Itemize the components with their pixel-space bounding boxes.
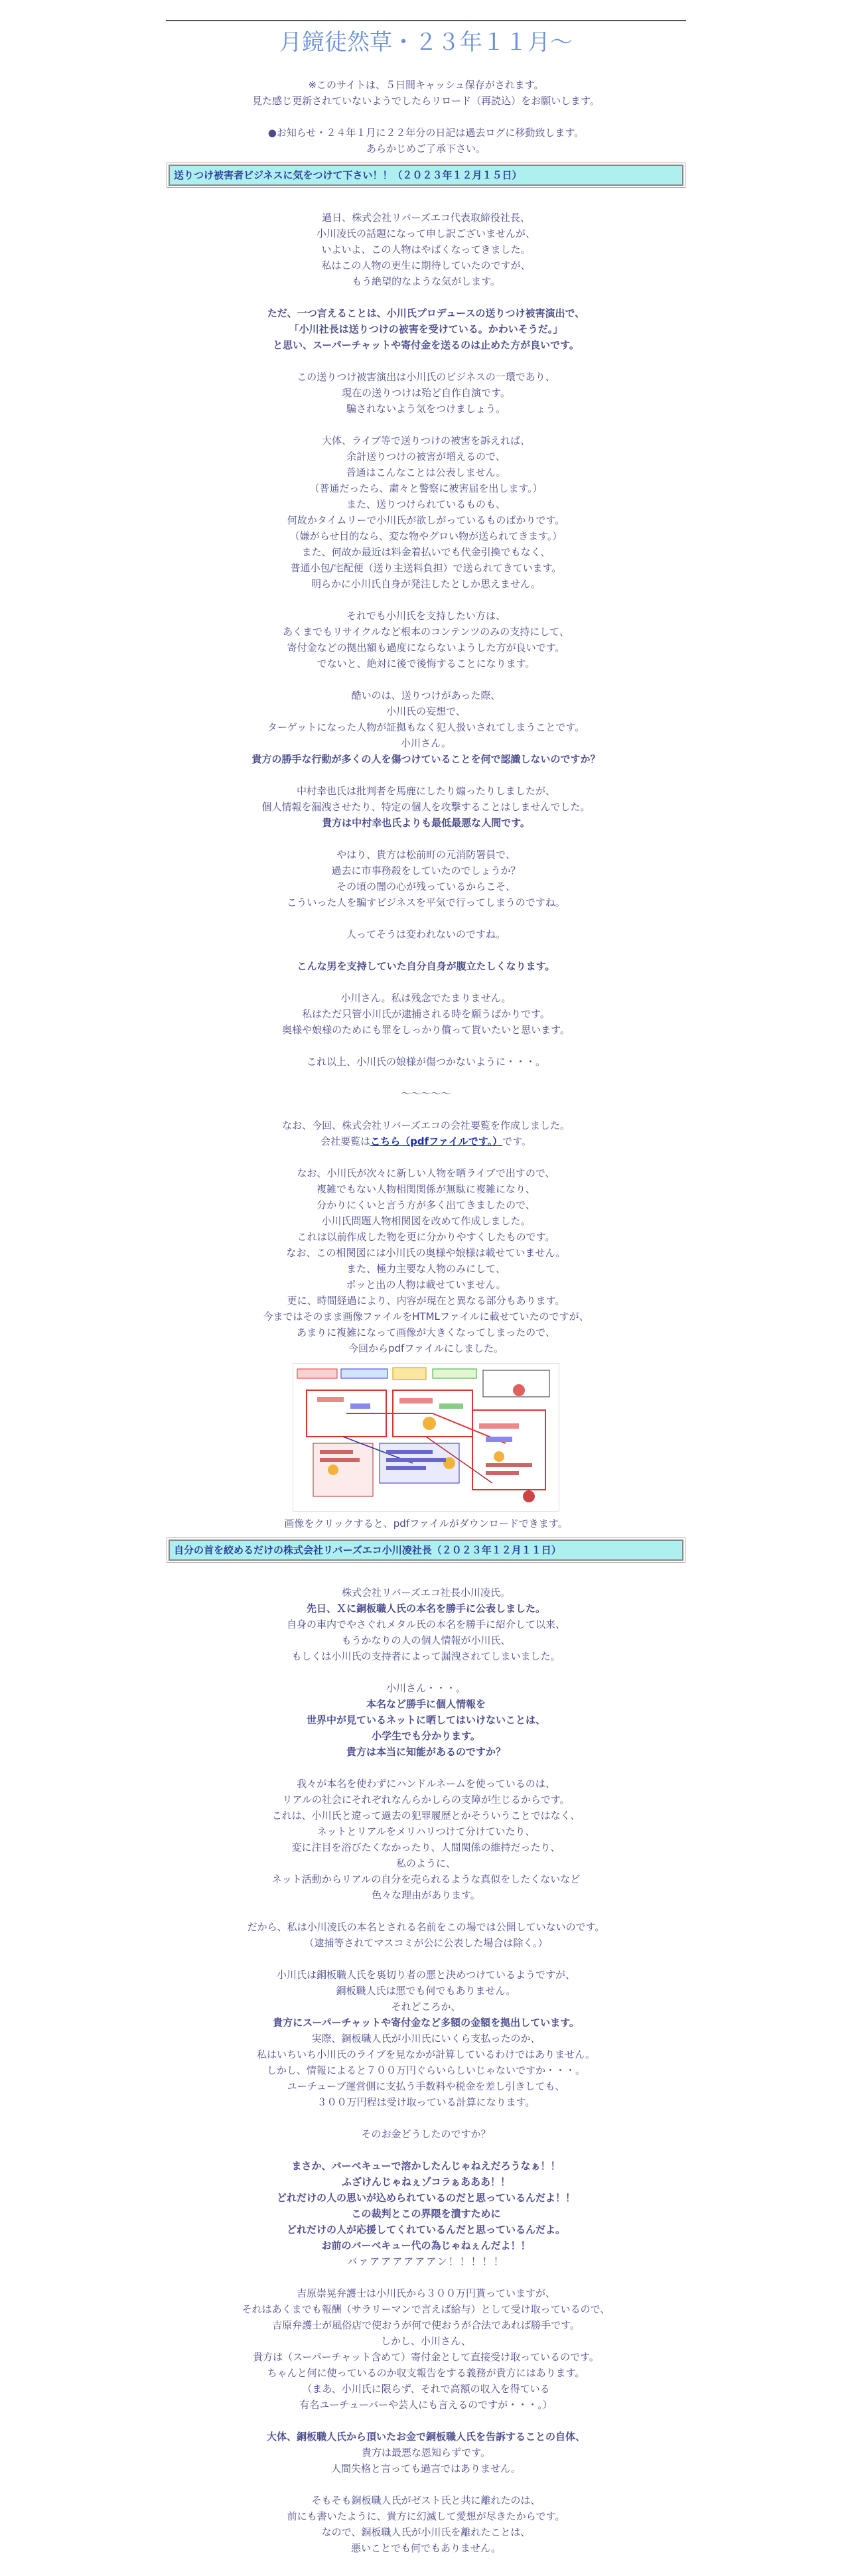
text-line <box>166 305 686 321</box>
blank-line <box>166 942 686 958</box>
text-line <box>166 385 686 401</box>
line-text: 小川氏の妄想で、 <box>386 705 466 717</box>
line-text: 私はこの人物の更生に期待していたのですが、 <box>321 259 531 271</box>
line-text: 騙されないよう気をつけましょう。 <box>346 403 506 415</box>
line-text: 吉原弁護士が風俗店で使おうが何で使おうが合法であれば勝手です。 <box>272 2319 580 2331</box>
line-text: 有名ユーチューバーや芸人にも言えるのですが・・・。） <box>299 2399 553 2411</box>
text-line <box>166 2429 686 2445</box>
line-text: 普通はこんなことは公表しません。 <box>346 466 506 478</box>
line-text: 貴方は本当に知能があるのですか？ <box>346 1746 506 1758</box>
line-text: 本名など勝手に個人情報を <box>366 1698 486 1710</box>
line-text: ネットとリアルをメリハリつけて分けていたり、 <box>317 1825 535 1837</box>
text-line <box>166 2158 686 2174</box>
text-line <box>166 2540 686 2556</box>
text-line <box>166 1585 686 1601</box>
text-line <box>166 1919 686 1935</box>
text-line <box>166 624 686 640</box>
line-text: これは以前作成した物を更に分かりやすくしたものです。 <box>297 1231 555 1243</box>
text-line <box>166 544 686 560</box>
text-line <box>166 1839 686 1855</box>
line-text: もう絶望的なような気がします。 <box>352 275 500 287</box>
page-title: 月鏡徒然草・２３年１１月〜 <box>279 29 573 56</box>
blank-line <box>166 2142 686 2158</box>
text-line <box>166 2206 686 2222</box>
text-line <box>166 1245 686 1261</box>
text-line <box>166 1776 686 1792</box>
text-line <box>166 2365 686 2381</box>
text-line <box>166 2238 686 2254</box>
text-line <box>166 1006 686 1022</box>
line-text: ネット活動からリアルの自分を売られるような真似をしたくないなど <box>271 1873 581 1885</box>
line-text: 小川凌氏の話題になって申し訳ございませんが、 <box>316 228 535 240</box>
line-text: 私はいちいち小川氏のライブを見なかが計算しているわけではありません。 <box>256 2048 595 2060</box>
text-line <box>166 847 686 863</box>
line-text: いよいよ、この人物はやばくなってきました。 <box>321 244 531 255</box>
line-text: また、何故か最近は料金着払いでも代金引換でもなく、 <box>301 546 551 558</box>
pdf-link[interactable]: こちら（pdfファイルです。） <box>370 1135 503 1147</box>
blank-line <box>166 672 686 687</box>
blank-line <box>166 417 686 433</box>
text-line <box>166 894 686 910</box>
text-line <box>166 2285 686 2301</box>
section-body-2 <box>166 1569 686 2556</box>
line-text: 小川さん・・・。 <box>386 1682 466 1694</box>
line-text: 先日、Ｘに銅板職人氏の本名を勝手に公表しました。 <box>306 1603 545 1614</box>
line-text: どれだけの人の思いが込められているのだと思っているんだよ！！ <box>276 2192 575 2204</box>
text-line <box>166 226 686 242</box>
line-text: 貴方は最悪な恩知らずです。 <box>361 2447 491 2459</box>
line-text: 奥様や娘様のためにも罪をしっかり償って貰いたいと思います。 <box>282 1024 570 1036</box>
text-line <box>166 1744 686 1760</box>
blank-line <box>166 974 686 990</box>
line-text: だから、私は小川凌氏の本名とされる名前をこの場では公開していないのです。 <box>247 1921 605 1933</box>
line-text: それどころか、 <box>391 2001 461 2013</box>
line-text: 世界中が見ているネットに晒してはいけないことは、 <box>306 1714 545 1726</box>
text-line <box>166 1999 686 2015</box>
blank-line <box>166 2413 686 2429</box>
text-line <box>166 273 686 289</box>
text-line <box>166 1229 686 1245</box>
line-text: ポッと出の人物は載せていません。 <box>346 1279 506 1291</box>
line-text: そもそも銅板職人氏がゼスト氏と共に離れたのは、 <box>311 2494 541 2506</box>
diagram-thumbnail-icon <box>293 1364 559 1511</box>
line-text: 人間失格と言っても過言ではありません。 <box>331 2463 521 2474</box>
line-text: 私のように、 <box>395 1857 456 1869</box>
text-line <box>166 242 686 257</box>
text-line <box>166 1022 686 1038</box>
text-line <box>166 1340 686 1356</box>
line-text: 株式会社リバーズエコ社長小川凌氏。 <box>342 1587 510 1599</box>
line-text: 個人情報を漏洩させたり、特定の個人を攻撃することはしませんでした。 <box>261 801 591 813</box>
text-line <box>166 1648 686 1664</box>
text-line <box>166 1808 686 1824</box>
blank-line <box>166 831 686 847</box>
line-text: 明らかに小川氏自身が発注したとしか思えません。 <box>311 578 541 590</box>
line-text: ちゃんと何に使っているのか収支報告をする義務が貴方にはあります。 <box>267 2367 585 2379</box>
line-text: 小川氏は銅板職人氏を裏切り者の悪と決めつけているようですが、 <box>276 1969 575 1981</box>
line-text: と思い、スーパーチャットや寄付金を送るのは止めた方が良いです。 <box>273 339 579 351</box>
text-line <box>166 321 686 337</box>
text-line <box>166 2126 686 2142</box>
line-text-after: です。 <box>502 1135 532 1147</box>
text-line <box>166 2031 686 2046</box>
line-text: 悪いことでも何でもありません。 <box>351 2542 501 2554</box>
line-text: 色々な理由があります。 <box>372 1889 480 1901</box>
text-line <box>166 528 686 544</box>
blank-line <box>166 109 686 125</box>
text-line <box>166 2349 686 2365</box>
line-text: 余計送りつけの被害が増えるので、 <box>346 451 506 463</box>
text-line <box>166 512 686 528</box>
text-line <box>166 1324 686 1340</box>
line-text: 過日、株式会社リバーズエコ代表取締役社長、 <box>322 212 530 224</box>
text-line <box>166 2492 686 2508</box>
line-text: もうかなりの人の個人情報が小川氏、 <box>341 1634 511 1646</box>
blank-line <box>166 1664 686 1680</box>
line-text: 貴方の勝手な行動が多くの人を傷つけていることを何で認識しないのですか？ <box>251 753 601 765</box>
text-line <box>166 1181 686 1197</box>
text-line <box>166 2174 686 2190</box>
text-line <box>166 560 686 576</box>
text-line <box>166 1086 686 1102</box>
line-text: まさか、バーベキューで溶かしたんじゃねえだろうなぁ！！ <box>291 2160 561 2172</box>
intro-line: ●お知らせ・２４年１月に２２年分の日記は過去ログに移動致します。 <box>267 127 585 139</box>
text-line <box>166 751 686 767</box>
text-line <box>166 2333 686 2349</box>
intro-line: あらかじめご了承下さい。 <box>366 143 486 155</box>
line-text: 普通小包/宅配便（送り主送料負担）で送られてきています。 <box>290 562 562 574</box>
blank-line <box>166 1038 686 1054</box>
line-text: 分かりにくいと言う方が多く出てきましたので、 <box>317 1199 535 1211</box>
line-text: なお、この相関図には小川氏の奥様や娘様は載せていません。 <box>286 1247 566 1259</box>
line-text: 中村幸也氏は批判者を馬鹿にしたり煽ったりしましたが、 <box>296 785 555 797</box>
text-line <box>166 958 686 974</box>
line-text: 大体、ライブ等で送りつけの被害を訴えれば、 <box>321 435 531 447</box>
text-line <box>166 1824 686 1839</box>
text-line <box>166 2301 686 2317</box>
text-line <box>166 1696 686 1712</box>
text-line <box>166 1261 686 1277</box>
line-text: 「小川社長は送りつけの被害を受けている。かわいそうだ。」 <box>289 323 563 335</box>
text-line <box>166 799 686 815</box>
line-text: 今まではそのまま画像ファイルをHTMLファイルに載せていたのですが、 <box>263 1311 589 1323</box>
text-line <box>166 210 686 226</box>
text-line <box>166 1293 686 1309</box>
blank-line <box>166 592 686 608</box>
line-text: 貴方は中村幸也氏よりも最低最悪な人間です。 <box>322 817 530 829</box>
line-text: どれだけの人が応援してくれているんだと思っているんだよ。 <box>286 2224 565 2236</box>
blank-line <box>166 1102 686 1117</box>
text-line <box>166 719 686 735</box>
line-text: 吉原崇晃弁護士は小川氏から３００万円貰っていますが、 <box>296 2287 555 2299</box>
line-text: こういった人を騙すビジネスを平気で行ってしまうのですね。 <box>287 896 565 908</box>
line-text: リアルの社会にそれぞれなんらかしらの支障が生じるからです。 <box>282 1794 570 1806</box>
text-line <box>166 2078 686 2094</box>
text-line <box>166 1712 686 1728</box>
text-line <box>166 480 686 496</box>
line-text: なお、小川氏が次々に新しい人物を晒ライブで出すので、 <box>297 1167 555 1179</box>
line-text: それでも小川氏を支持したい方は、 <box>346 610 506 622</box>
blank-line <box>166 353 686 369</box>
text-line <box>166 2461 686 2476</box>
text-line <box>166 1277 686 1293</box>
blank-line <box>166 1149 686 1165</box>
line-text: これは、小川氏と違って過去の犯罪履歴とかそういうことではなく、 <box>271 1810 581 1822</box>
text-line <box>166 1887 686 1903</box>
line-text: ふざけんじゃねぇゾコラぁあああ！！ <box>341 2176 511 2188</box>
section-heading-2: 自分の首を絞めるだけの株式会社リバーズエコ小川凌社長（２０２３年１２月１１日） <box>169 1539 683 1561</box>
text-line <box>166 433 686 449</box>
line-text: 貴方にスーパーチャットや寄付金など多額の金額を拠出しています。 <box>273 2017 579 2029</box>
text-line <box>166 1165 686 1181</box>
text-line <box>166 2524 686 2540</box>
line-text: やはり、貴方は松前町の元消防署員で、 <box>336 849 516 861</box>
text-line <box>166 401 686 417</box>
blank-line <box>166 1569 686 1585</box>
blank-line <box>166 1070 686 1086</box>
line-text: 過去に市事務殺をしていたのでしょうか？ <box>331 865 521 877</box>
text-line <box>166 990 686 1006</box>
intro-notice <box>166 77 686 157</box>
text-line <box>166 2381 686 2397</box>
line-text: これ以上、小川氏の娘様が傷つかないように・・・。 <box>306 1056 545 1068</box>
line-text: 何故かタイムリーで小川氏が欲しがっているものばかりです。 <box>287 514 565 526</box>
line-text: しかし、情報によると７００万円ぐらいらしいじゃないですか・・・。 <box>266 2064 585 2076</box>
line-text: 変に注目を浴びたくなかったり、人間関係の維持だったり、 <box>291 1841 561 1853</box>
blank-line <box>166 289 686 305</box>
line-text: 小学生でも分かります。 <box>372 1730 480 1742</box>
text-line <box>166 1616 686 1632</box>
text-line <box>166 1213 686 1229</box>
line-text: 酷いのは、送りつけがあった際、 <box>351 689 501 701</box>
line-text: その頃の闇の心が残っているからこそ、 <box>336 881 516 893</box>
line-text: 銅板職人氏は悪でも何でもありません。 <box>336 1985 516 1997</box>
line-text: なお、今回、株式会社リバーズエコの会社要覧を作成しました。 <box>282 1119 570 1131</box>
line-text: （まあ、小川氏に限らず、それで高額の収入を得ている <box>302 2383 550 2395</box>
text-line <box>166 2254 686 2269</box>
line-text: （嫌がらせ目的なら、変な物やグロい物が送られてきます。） <box>289 530 563 542</box>
text-line <box>166 1601 686 1616</box>
line-text: （逮捕等されてマスコミが公に公表した場合は除く。） <box>304 1937 548 1949</box>
text-line <box>166 369 686 385</box>
line-text: しかし、小川さん、 <box>381 2335 471 2347</box>
text-line <box>166 337 686 353</box>
line-text: こんな男を支持していた自分自身が腹立たしくなります。 <box>297 960 555 972</box>
text-line <box>166 783 686 799</box>
line-text: 大体、銅板職人氏から頂いたお金で銅板職人氏を告訴することの自体、 <box>266 2431 585 2443</box>
relationship-diagram-image[interactable] <box>293 1363 559 1512</box>
line-text: でないと、絶対に後で後悔することになります。 <box>317 658 535 670</box>
text-line <box>166 879 686 894</box>
intro-line: 見た感じ更新されていないようでしたらリロード（再読込）をお願いします。 <box>252 95 600 107</box>
text-line <box>166 926 686 942</box>
line-text: 人ってそうは変われないのですね。 <box>346 928 506 940</box>
text-line <box>166 815 686 831</box>
blank-line <box>166 1951 686 1967</box>
text-line <box>166 2508 686 2524</box>
text-line <box>166 640 686 656</box>
text-line <box>166 2062 686 2078</box>
line-text: 私はただ只管小川氏が逮捕される時を願うばかりです。 <box>302 1008 550 1020</box>
text-line <box>166 2397 686 2413</box>
line-text: もしくは小川氏の支持者によって漏洩されてしまいました。 <box>291 1650 561 1662</box>
text-line <box>166 1935 686 1951</box>
line-text: なので、銅板職人氏が小川氏を離れたことは、 <box>321 2526 531 2538</box>
line-text: 今回からpdfファイルにしました。 <box>348 1342 504 1354</box>
text-line <box>166 703 686 719</box>
top-divider <box>166 20 686 21</box>
line-text: また、送りつけられているものも、 <box>346 498 506 510</box>
image-caption: 画像をクリックすると、pdfファイルがダウンロードできます。 <box>284 1518 568 1530</box>
line-text: 〜〜〜〜〜 <box>401 1088 451 1100</box>
text-line <box>166 1680 686 1696</box>
line-text: この送りつけ被害演出は小川氏のビジネスの一環であり、 <box>297 371 555 383</box>
text-line <box>166 608 686 624</box>
page <box>166 20 686 2556</box>
line-text: あくまでもリサイクルなど根本のコンテンツのみの支持にして、 <box>283 626 569 638</box>
text-line <box>166 257 686 273</box>
text-line <box>166 687 686 703</box>
intro-line: ※このサイトは、５日間キャッシュ保存がされます。 <box>308 79 544 91</box>
line-text: そのお金どうしたのですか？ <box>361 2128 491 2140</box>
line-text: 前にも書いたように、貴方に幻滅して愛想が尽きたからです。 <box>287 2510 565 2522</box>
section-heading-1: 送りつけ被害者ビジネスに気をつけて下さい！！（２０２３年１２月１５日） <box>169 165 683 186</box>
text-line <box>166 1197 686 1213</box>
line-text: お前のバーベキュー代の為じゃねぇんだよ！！ <box>321 2240 531 2252</box>
line-text: 我々が本名を使わずにハンドルネームを使っているのは、 <box>297 1778 555 1790</box>
text-line <box>166 1792 686 1808</box>
text-line <box>166 2094 686 2110</box>
text-line <box>166 1309 686 1324</box>
line-text: あまりに複雑になって画像が大きくなってしまったので、 <box>297 1326 555 1338</box>
line-text: ユーチューブ運営側に支払う手数料や税金を差し引きしても、 <box>287 2080 565 2092</box>
text-line <box>166 863 686 879</box>
line-text: 貴方は（スーパーチャット含めて）寄付金として直接受け取っているのです。 <box>253 2351 599 2363</box>
line-text: 小川さん。 <box>401 737 451 749</box>
text-line <box>166 1983 686 1999</box>
line-text: 会社要覧は <box>320 1135 371 1147</box>
text-line <box>166 1967 686 1983</box>
line-text: バァアアアアアアン！！！！！ <box>347 2255 505 2267</box>
line-text: それはあくまでも報酬（サラリーマンで言えば給与）として受け取っているので、 <box>242 2303 610 2315</box>
line-text: この裁判とこの界隈を潰すために <box>351 2208 501 2220</box>
blank-line <box>166 194 686 210</box>
text-line <box>166 496 686 512</box>
text-line <box>166 2222 686 2238</box>
line-text: ３００万円程は受け取っている計算になります。 <box>317 2096 535 2108</box>
text-line <box>166 1133 686 1149</box>
line-text: （普通だったら、粛々と警察に被害届を出します。） <box>309 482 543 494</box>
blank-line <box>166 2110 686 2126</box>
line-text: 更に、時間経過により、内容が現在と異なる部分もあります。 <box>287 1295 565 1307</box>
text-line <box>166 1871 686 1887</box>
blank-line <box>166 1760 686 1776</box>
blank-line <box>166 2269 686 2285</box>
line-text: 自身の車内でやさぐれメタル氏の本名を勝手に紹介して以来、 <box>286 1618 565 1630</box>
line-text: また、極力主要な人物のみにして、 <box>346 1263 506 1275</box>
text-line <box>166 656 686 672</box>
text-line <box>166 2190 686 2206</box>
text-line <box>166 1855 686 1871</box>
blank-line <box>166 2476 686 2492</box>
text-line <box>166 2317 686 2333</box>
text-line <box>166 2445 686 2461</box>
text-line <box>166 2015 686 2031</box>
section-body-1 <box>166 194 686 1356</box>
text-line <box>166 1054 686 1070</box>
blank-line <box>166 910 686 926</box>
text-line <box>166 1632 686 1648</box>
text-line <box>166 2046 686 2062</box>
line-text: 現在の送りつけは殆ど自作自演です。 <box>342 387 510 399</box>
text-line <box>166 449 686 465</box>
text-line <box>166 735 686 751</box>
line-text: 寄付金などの拠出額も過度にならないようした方が良いです。 <box>287 642 565 654</box>
line-text: 実際、銅板職人氏が小川氏にいくら支払ったのか、 <box>311 2033 541 2044</box>
text-line <box>166 1728 686 1744</box>
line-text: ターゲットになった人物が証拠もなく犯人扱いされてしまうことです。 <box>267 721 585 733</box>
text-line <box>166 1117 686 1133</box>
blank-line <box>166 767 686 783</box>
line-text: 複雑でもない人物相関関係が無駄に複雑になり、 <box>316 1183 535 1195</box>
text-line <box>166 465 686 480</box>
line-text: 小川氏問題人物相関図を改めて作成しました。 <box>321 1215 531 1227</box>
line-text: ただ、一つ言えることは、小川氏プロデュースの送りつけ被害演出で、 <box>267 307 585 319</box>
line-text: 小川さん。私は残念でたまりません。 <box>340 992 512 1004</box>
blank-line <box>166 1903 686 1919</box>
text-line <box>166 576 686 592</box>
